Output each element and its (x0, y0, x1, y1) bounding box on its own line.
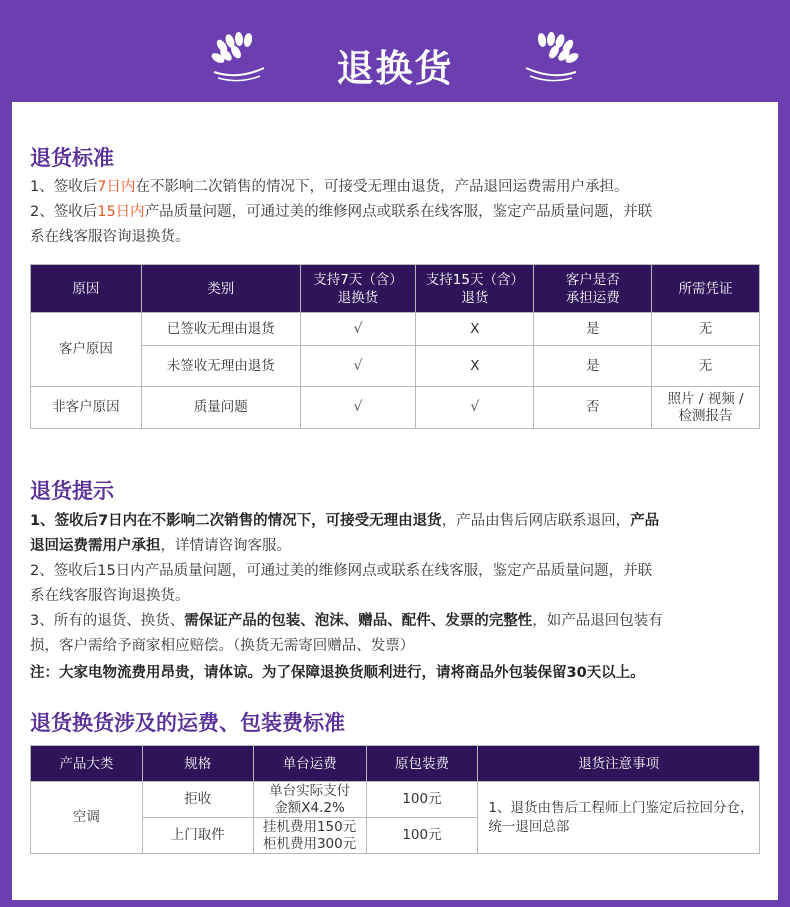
table-cell-proof: 照片 / 视频 / 检测报告 (652, 387, 760, 429)
table-cell-category: 空调 (31, 782, 143, 854)
table-cell-freight: 单台实际支付 金额X4.2% (253, 782, 366, 818)
table-cell-spec: 上门取件 (142, 818, 253, 854)
table-header: 原包装费 (366, 746, 478, 782)
table-row (31, 387, 760, 429)
table-cell-freight: 是 (534, 346, 652, 387)
tips-line-5: 3、所有的退货、换货、需保证产品的包装、泡沫、赠品、配件、发票的完整性，如产品退回包装有 (30, 613, 663, 629)
table-cell-reason: 客户原因 (31, 313, 142, 387)
section-title-return-standard: 退货标准 (30, 146, 114, 170)
return-tips-text (30, 509, 765, 686)
table-row (31, 782, 760, 818)
fee-standard-table (30, 745, 760, 854)
check-mark: √ (416, 387, 534, 429)
return-standard-line-3: 系在线客服咨询退换货。 (30, 229, 190, 245)
table-cell-freight: 是 (534, 313, 652, 346)
check-mark: √ (300, 346, 416, 387)
laurel-right-icon (522, 28, 582, 86)
page-title: 退换货 (336, 47, 454, 90)
return-standard-text (30, 175, 765, 250)
table-cell-spec: 拒收 (142, 782, 253, 818)
section-title-fee-standard: 退货换货涉及的运费、包装费标准 (30, 711, 345, 735)
return-standard-line-2: 2、签收后15日内产品质量问题，可通过美的维修网点或联系在线客服，鉴定产品质量问题，并联 (30, 204, 653, 220)
table-header: 单台运费 (253, 746, 366, 782)
return-standard-line-1: 1、签收后7日内在不影响二次销售的情况下，可接受无理由退货，产品退回运费需用户承担。 (30, 179, 629, 195)
cross-mark: X (416, 313, 534, 346)
tips-line-6: 损，客户需给予商家相应赔偿。（换货无需寄回赠品、发票） (30, 638, 415, 654)
tips-line-3: 2、签收后15日内产品质量问题，可通过美的维修网点或联系在线客服，鉴定产品质量问题，并联 (30, 563, 653, 579)
tips-note: 注：大家电物流费用昂贵，请体谅。为了保障退换货顺利进行，请将商品外包装保留30天以上。 (30, 665, 645, 681)
tips-line-4: 系在线客服咨询退换货。 (30, 588, 190, 604)
table-header: 产品大类 (31, 746, 143, 782)
table-cell-category: 质量问题 (141, 387, 300, 429)
table-header-row (31, 265, 760, 313)
table-cell-category: 未签收无理由退货 (141, 346, 300, 387)
tips-line-1: 1、签收后7日内在不影响二次销售的情况下，可接受无理由退货，产品由售后网店联系退回，产品 (30, 513, 660, 529)
table-header: 所需凭证 (652, 265, 760, 313)
table-header-row (31, 746, 760, 782)
table-header: 支持7天（含） 退换货 (300, 265, 416, 313)
table-header: 客户是否 承担运费 (534, 265, 652, 313)
table-header: 原因 (31, 265, 142, 313)
table-header: 退货注意事项 (478, 746, 760, 782)
table-row (31, 313, 760, 346)
table-cell-pack-fee: 100元 (366, 818, 478, 854)
table-cell-reason: 非客户原因 (31, 387, 142, 429)
check-mark: √ (300, 387, 416, 429)
table-cell-freight: 否 (534, 387, 652, 429)
cross-mark: X (416, 346, 534, 387)
table-cell-proof: 无 (652, 346, 760, 387)
table-cell-return-note: 1、退货由售后工程师上门鉴定后拉回分仓， 统一退回总部 (478, 782, 760, 854)
tips-line-2: 退回运费需用户承担，详情请咨询客服。 (30, 538, 291, 554)
table-cell-freight: 挂机费用150元 柜机费用300元 (253, 818, 366, 854)
check-mark: √ (300, 313, 416, 346)
section-title-return-tips: 退货提示 (30, 479, 114, 503)
table-header: 类别 (141, 265, 300, 313)
content-panel (12, 102, 778, 900)
table-header: 规格 (142, 746, 253, 782)
return-standard-table (30, 264, 760, 429)
table-cell-proof: 无 (652, 313, 760, 346)
table-header: 支持15天（含） 退货 (416, 265, 534, 313)
header-banner (0, 0, 790, 102)
table-cell-pack-fee: 100元 (366, 782, 478, 818)
table-cell-category: 已签收无理由退货 (141, 313, 300, 346)
